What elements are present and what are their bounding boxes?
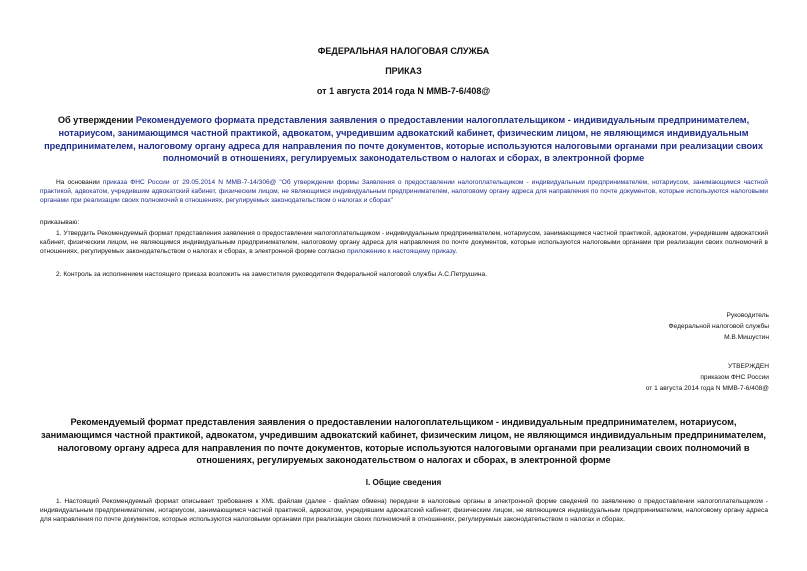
approval-block <box>646 361 769 394</box>
basis-prefix: На основании <box>56 179 103 186</box>
order-title-prefix: Об утверждении <box>57 115 136 125</box>
section-1-paragraph-1: 1. Настоящий Рекомендуемый формат описывает требования к XML файлам (далее - файлам обмена) передачи в налоговые органы в электронной форме сведений по заявлению о предоставлении налогоплательщиком - индивидуальным предпринимателем, нотариусом, занимающимся частной практикой, адвокатом, учредившим адвокатский кабинет, физическим лицом, не являющимся индивидуальным предпринимателем, налоговому органу адреса для направления по почте документов, которые используются налоговыми органами при реализации своих полномочий в отношениях, регулируемых законодательством о налогах и сборах. <box>40 498 768 523</box>
signature-agency: Федеральной налоговой службы <box>668 323 769 330</box>
approval-status: УТВЕРЖДЕН <box>727 363 769 370</box>
format-title: Рекомендуемый формат представления заявления о предоставлении налогоплательщиком - индивидуальным предпринимателем, нотариусом, занимающимся частной практикой, адвокатом, учредившим адвокатский кабинет, физическим лицом, не являющимся индивидуальным предпринимателем, налоговому органу адреса для направления по почте документов, которые используются налоговыми органами при реализации своих полномочий в отношениях, регулируемых законодательством о налогах и сборах, в электронной форме <box>41 417 766 466</box>
approval-order: приказом ФНС России <box>700 374 769 381</box>
item-1-paragraph <box>40 230 768 256</box>
signature-block <box>669 310 769 343</box>
basis-link[interactable]: приказа ФНС России от 29.05.2014 N ММВ-7-14/306@ "Об утверждении формы Заявления о предоставлении налогоплательщиком - индивидуальным предпринимателем, нотариусом, занимающимся частной практикой, адвокатом, учредившим адвокатский кабинет, физическим лицом, не являющимся индивидуальным предпринимателем, налоговому органу адреса для направления по почте документов, которые используются налоговыми органами при реализации своих полномочий в отношениях, регулируемых законодательством о налогах и сборах" <box>40 179 768 204</box>
item-1-text: 1. Утвердить Рекомендуемый формат представления заявления о предоставлении налогоплательщиком - индивидуальным предпринимателем, нотариусом, занимающимся частной практикой, адвокатом, учредившим адвокатский кабинет, физическим лицом, не являющимся индивидуальным предпринимателем, налоговому органу адреса для направления по почте документов, которые используются налоговыми органами при реализации своих полномочий в отношениях, регулируемых законодательством о налогах и сборах, в электронной форме согласно <box>40 230 768 255</box>
approval-date: от 1 августа 2014 года N ММВ-7-6/408@ <box>645 385 769 392</box>
order-word: приказываю: <box>40 219 80 226</box>
agency-name: ФЕДЕРАЛЬНАЯ НАЛОГОВАЯ СЛУЖБА <box>317 46 490 56</box>
section-1-heading: I. Общие сведения <box>365 478 442 487</box>
doc-type: ПРИКАЗ <box>385 66 422 76</box>
order-title-link[interactable]: Рекомендуемого формата представления заявления о предоставлении налогоплательщиком - индивидуальным предпринимателем, нотариусом, занимающимся частной практикой, адвокатом, учредившим адвокатский кабинет, физическим лицом, не являющимся индивидуальным предпринимателем, налоговому органу адреса для направления по почте документов, которые используются налоговыми органами при реализации своих полномочий в отношениях, регулируемых законодательством о налогах и сборах, в электронной форме <box>44 115 763 164</box>
order-title <box>40 114 767 165</box>
basis-paragraph <box>40 179 768 205</box>
doc-date-number: от 1 августа 2014 года N ММВ-7-6/408@ <box>316 86 491 96</box>
signature-position: Руководитель <box>726 312 769 319</box>
appendix-link[interactable]: приложению к настоящему приказу <box>347 247 456 255</box>
item-1-end: . <box>455 247 458 255</box>
item-2-paragraph: 2. Контроль за исполнением настоящего приказа возложить на заместителя руководителя Федеральной налоговой службы А.С.Петрушина. <box>56 271 488 278</box>
signature-name: М.В.Мишустин <box>724 334 769 341</box>
